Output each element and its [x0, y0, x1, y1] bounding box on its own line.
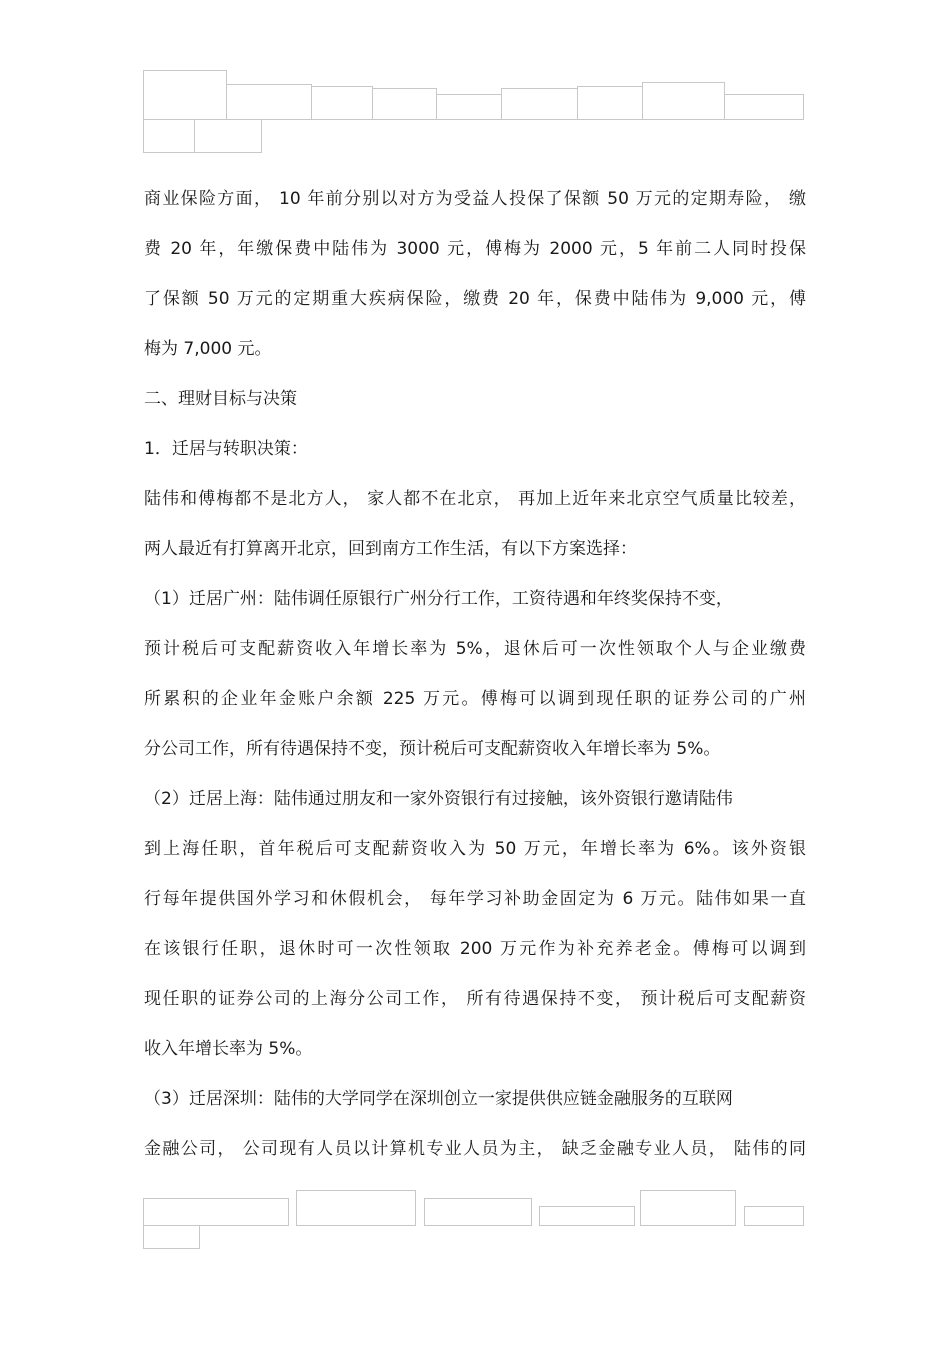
paragraph-line: 商业保险方面， 10 年前分别以对方为受益人投保了保额 50 万元的定期寿险， 缴: [144, 189, 806, 209]
header-table-fragment: [724, 94, 804, 120]
paragraph-line: 收入年增长率为 5%。: [144, 1039, 313, 1059]
option-heading-line: （3）迁居深圳：陆伟的大学同学在深圳创立一家提供供应链金融服务的互联网: [144, 1089, 733, 1109]
paragraph-line: 到上海任职，首年税后可支配薪资收入为 50 万元，年增长率为 6%。该外资银: [144, 839, 806, 859]
header-table-fragment: [436, 94, 502, 120]
subsection-heading: 1．迁居与转职决策：: [144, 439, 308, 459]
header-table-fragment: [226, 84, 312, 120]
paragraph-line: 所累积的企业年金账户余额 225 万元。傅梅可以调到现任职的证券公司的广州: [144, 689, 806, 709]
paragraph-line: 了保额 50 万元的定期重大疾病保险，缴费 20 年，保费中陆伟为 9,000 元，傅: [144, 289, 806, 309]
paragraph-line: 两人最近有打算离开北京，回到南方工作生活，有以下方案选择：: [144, 539, 637, 559]
paragraph-line: 陆伟和傅梅都不是北方人， 家人都不在北京， 再加上近年来北京空气质量比较差，: [144, 489, 806, 509]
footer-table-fragment: [640, 1190, 736, 1226]
paragraph-line: 梅为 7,000 元。: [144, 339, 272, 359]
header-table-fragment: [143, 119, 195, 153]
paragraph-line: 现任职的证券公司的上海分公司工作， 所有待遇保持不变， 预计税后可支配薪资: [144, 989, 806, 1009]
header-table-fragment: [194, 119, 262, 153]
header-table-fragment: [577, 86, 643, 120]
header-table-fragment: [501, 88, 578, 120]
paragraph-line: 分公司工作，所有待遇保持不变，预计税后可支配薪资收入年增长率为 5%。: [144, 739, 721, 759]
footer-table-fragment: [424, 1198, 532, 1226]
section-heading: 二、理财目标与决策: [144, 389, 297, 409]
footer-table-fragment: [539, 1206, 635, 1226]
paragraph-line: 金融公司， 公司现有人员以计算机专业人员为主， 缺乏金融专业人员， 陆伟的同: [144, 1139, 806, 1159]
paragraph-line: 预计税后可支配薪资收入年增长率为 5%，退休后可一次性领取个人与企业缴费: [144, 639, 806, 659]
footer-table-fragment: [744, 1206, 804, 1226]
option-heading-line: （1）迁居广州：陆伟调任原银行广州分行工作，工资待遇和年终奖保持不变，: [144, 589, 733, 609]
header-table-fragment: [372, 88, 437, 120]
header-table-fragment: [311, 86, 373, 120]
header-table-fragment: [143, 70, 227, 120]
paragraph-line: 费 20 年，年缴保费中陆伟为 3000 元，傅梅为 2000 元，5 年前二人同时投保: [144, 239, 806, 259]
paragraph-line: 在该银行任职，退休时可一次性领取 200 万元作为补充养老金。傅梅可以调到: [144, 939, 806, 959]
footer-table-fragment: [143, 1225, 200, 1249]
header-table-fragment: [642, 82, 725, 120]
option-heading-line: （2）迁居上海：陆伟通过朋友和一家外资银行有过接触，该外资银行邀请陆伟: [144, 789, 733, 809]
footer-table-fragment: [143, 1198, 289, 1226]
footer-table-fragment: [296, 1190, 416, 1226]
paragraph-line: 行每年提供国外学习和休假机会， 每年学习补助金固定为 6 万元。陆伟如果一直: [144, 889, 806, 909]
